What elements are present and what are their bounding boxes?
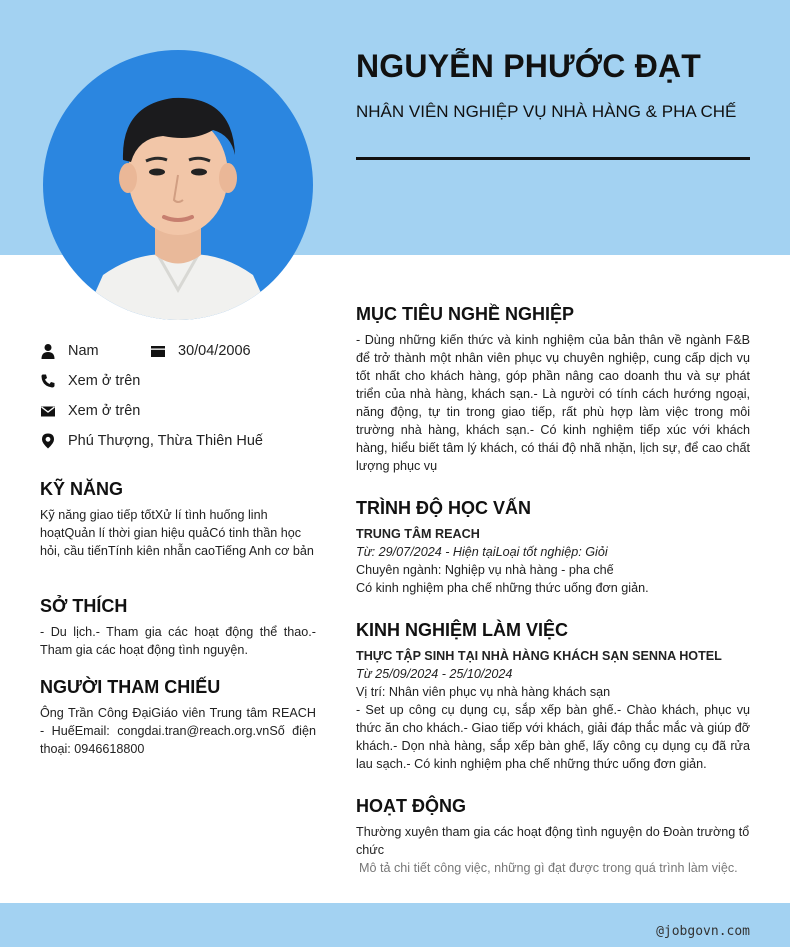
experience-period: Từ 25/09/2024 - 25/10/2024 <box>356 667 513 681</box>
mail-icon <box>40 403 56 419</box>
education-note: Có kinh nghiệm pha chế những thức uống đơn giản. <box>356 581 649 595</box>
activities-text: Thường xuyên tham gia các hoạt động tình nguyện do Đoàn trường tổ chức <box>356 825 750 857</box>
gender-value: Nam <box>68 343 99 359</box>
footer-watermark: @jobgovn.com <box>656 924 750 939</box>
references-text: Ông Trần Công ĐạiGiáo viên Trung tâm REACH - HuếEmail: congdai.tran@reach.org.vnSố điện thoại: 0946618800 <box>40 706 316 756</box>
activities-heading: HOẠT ĐỘNG <box>356 796 466 816</box>
skills-heading: KỸ NĂNG <box>40 479 124 499</box>
address-value: Phú Thượng, Thừa Thiên Huế <box>68 433 263 449</box>
education-school: TRUNG TÂM REACH <box>356 527 480 541</box>
email-value: Xem ở trên <box>68 403 141 419</box>
education-heading: TRÌNH ĐỘ HỌC VẤN <box>356 498 531 518</box>
person-portrait-icon <box>43 50 313 320</box>
dob-row <box>150 343 251 359</box>
hobbies-text: - Du lịch.- Tham gia các hoạt động thể thao.- Tham gia các hoạt động tình nguyện. <box>40 625 316 657</box>
references-heading: NGƯỜI THAM CHIẾU <box>40 677 221 697</box>
objective-text: - Dùng những kiến thức và kinh nghiệm của bản thân về ngành F&B để trở thành một nhân viên phục vụ chuyên nghiệp, cung cấp dịch vụ tốt nhất cho khách hàng, góp phần nâng cao doanh thu và sự phát triển của nhà hàng, khách sạn.- Là người có tính cách hướng ngoại, năng động, tự tin trong giao tiếp, rất phù hợp làm việc trong môi trường nhà hàng, khách sạn.- Có kinh nghiệm tiếp xúc với khách hàng, hiểu biết tâm lý khách, có thái độ nhã nhặn, lịch sự, để cao chất lượng phục vụ <box>356 333 750 473</box>
education-major: Chuyên ngành: Nghiệp vụ nhà hàng - pha chế <box>356 563 614 577</box>
title-divider <box>356 157 750 160</box>
experience-company: THỰC TẬP SINH TẠI NHÀ HÀNG KHÁCH SẠN SENNA HOTEL <box>356 649 722 663</box>
location-pin-icon <box>40 433 56 449</box>
experience-position: Vị trí: Nhân viên phục vụ nhà hàng khách sạn <box>356 685 611 699</box>
address-row <box>40 433 263 449</box>
candidate-name: NGUYỄN PHƯỚC ĐẠT <box>356 48 702 84</box>
profile-photo <box>43 50 313 320</box>
objective-heading: MỤC TIÊU NGHỀ NGHIỆP <box>356 304 575 324</box>
phone-row <box>40 373 140 389</box>
hobbies-heading: SỞ THÍCH <box>40 596 128 616</box>
calendar-icon <box>150 343 166 359</box>
gender-row <box>40 343 99 359</box>
education-period: Từ: 29/07/2024 - Hiện tạiLoại tốt nghiệp: Giỏi <box>356 545 608 559</box>
experience-details: - Set up công cụ dụng cụ, sắp xếp bàn ghế.- Chào khách, phục vụ thức ăn cho khách.- Giao tiếp với khách, giải đáp thắc mắc và giúp đỡ khách.- Dọn nhà hàng, sắp xếp bàn ghế, lấy công cụ dụng cụ đã rửa lau sạch.- Có kinh nghiệm pha chế những thức uống đơn giản. <box>356 703 750 771</box>
skills-text: Kỹ năng giao tiếp tốtXử lí tình huống linh hoạtQuản lí thời gian hiệu quảCó tinh thần học hỏi, cầu tiếnTính kiên nhẫn caoTiếng Anh cơ bản <box>40 508 314 558</box>
experience-heading: KINH NGHIỆM LÀM VIỆC <box>356 620 569 640</box>
phone-icon <box>40 373 56 389</box>
activities-placeholder: Mô tả chi tiết công việc, những gì đạt được trong quá trình làm việc. <box>359 861 738 875</box>
email-row <box>40 403 140 419</box>
phone-value: Xem ở trên <box>68 373 141 389</box>
person-icon <box>40 343 56 359</box>
dob-value: 30/04/2006 <box>178 343 251 359</box>
job-title: NHÂN VIÊN NGHIỆP VỤ NHÀ HÀNG & PHA CHẾ <box>356 102 737 121</box>
